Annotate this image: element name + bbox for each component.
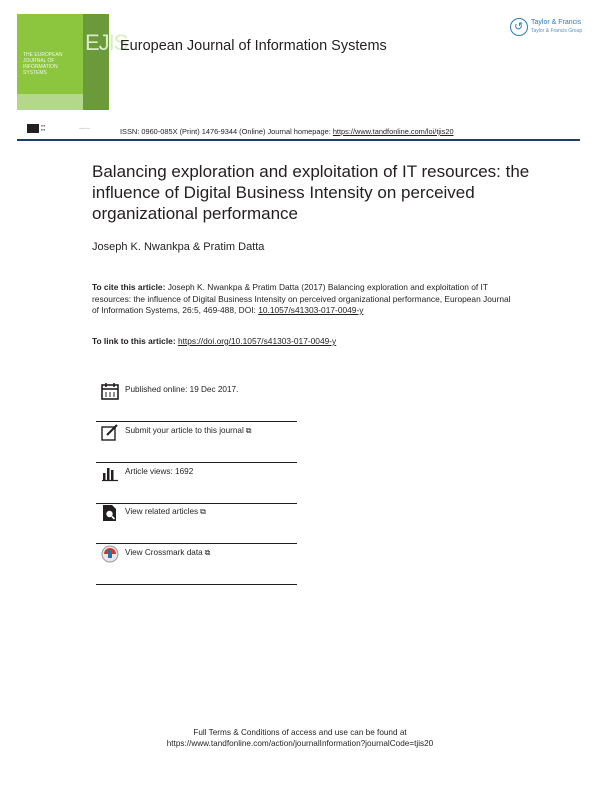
citation-label: To cite this article: — [92, 282, 166, 292]
external-link-icon: ⧉ — [204, 548, 211, 557]
journal-cover-image — [17, 14, 128, 110]
header-rule — [17, 139, 580, 141]
footer-terms-text: Full Terms & Conditions of access and use can be found at — [193, 728, 407, 737]
issn-line — [120, 127, 454, 136]
citation-text: Joseph K. Nwankpa & Pratim Datta (2017) Balancing exploration and exploitation of IT resources: the influence of Digital Business Intensity on perceived organizational performance, European Journal of Information Systems, 26:5, 469-488, DOI: — [92, 282, 511, 315]
society-logo-text: ▪▪▪ ▪▪▪ — [41, 123, 46, 132]
bar-chart-icon — [100, 463, 120, 483]
article-title: Balancing exploration and exploitation of IT resources: the influence of Digital Business Intensity on perceived organizational performance — [92, 162, 530, 223]
citation-block — [92, 282, 512, 317]
article-authors: Joseph K. Nwankpa & Pratim Datta — [92, 241, 265, 253]
submit-article-label: Submit your article to this journal — [125, 426, 244, 435]
published-online-label: Published online: 19 Dec 2017. — [125, 385, 239, 394]
external-link-icon: ⧉ — [200, 507, 206, 516]
document-search-icon — [100, 503, 120, 523]
published-online-item — [96, 381, 297, 422]
issn-text: ISSN: 0960-085X (Print) 1476-9344 (Online) Journal homepage: — [120, 127, 333, 136]
cover-letters: EJIS — [85, 30, 128, 55]
journal-title: European Journal of Information Systems — [120, 38, 387, 54]
calendar-icon — [100, 381, 120, 401]
related-articles-item[interactable] — [96, 503, 297, 544]
footer — [0, 727, 600, 749]
related-articles-label: View related articles — [125, 507, 199, 516]
crossmark-label: View Crossmark data — [125, 548, 203, 557]
submit-article-item[interactable] — [96, 422, 297, 463]
edit-icon — [100, 422, 120, 442]
publisher-name: Taylor & Francis — [531, 19, 582, 26]
crossmark-item[interactable] — [96, 544, 297, 585]
citation-doi-link[interactable]: 10.1057/s41303-017-0049-y — [258, 305, 364, 315]
cover-text: THE EUROPEAN JOURNAL OF INFORMATION SYSTEMS — [23, 52, 63, 76]
article-link-line — [92, 336, 336, 346]
secondary-logo: ◦◦◦◦◦◦ — [79, 126, 90, 132]
publisher-logo-icon: ↺ — [510, 18, 528, 36]
society-logo-icon — [27, 124, 39, 133]
external-link-icon: ⧉ — [245, 426, 252, 435]
article-views-label: Article views: 1692 — [125, 467, 194, 476]
crossmark-icon — [100, 544, 120, 564]
cover-footer-band — [17, 94, 83, 110]
journal-homepage-link[interactable]: https://www.tandfonline.com/loi/tjis20 — [332, 127, 454, 136]
publisher-group: Taylor & Francis Group — [531, 28, 583, 34]
article-link-url[interactable]: https://doi.org/10.1057/s41303-017-0049-y — [177, 336, 337, 346]
article-link-label: To link to this article: — [92, 336, 178, 346]
footer-terms-link[interactable]: https://www.tandfonline.com/action/journalInformation?journalCode=tjis20 — [166, 739, 434, 748]
article-views-item — [96, 463, 297, 504]
cover-stripe — [83, 14, 109, 110]
